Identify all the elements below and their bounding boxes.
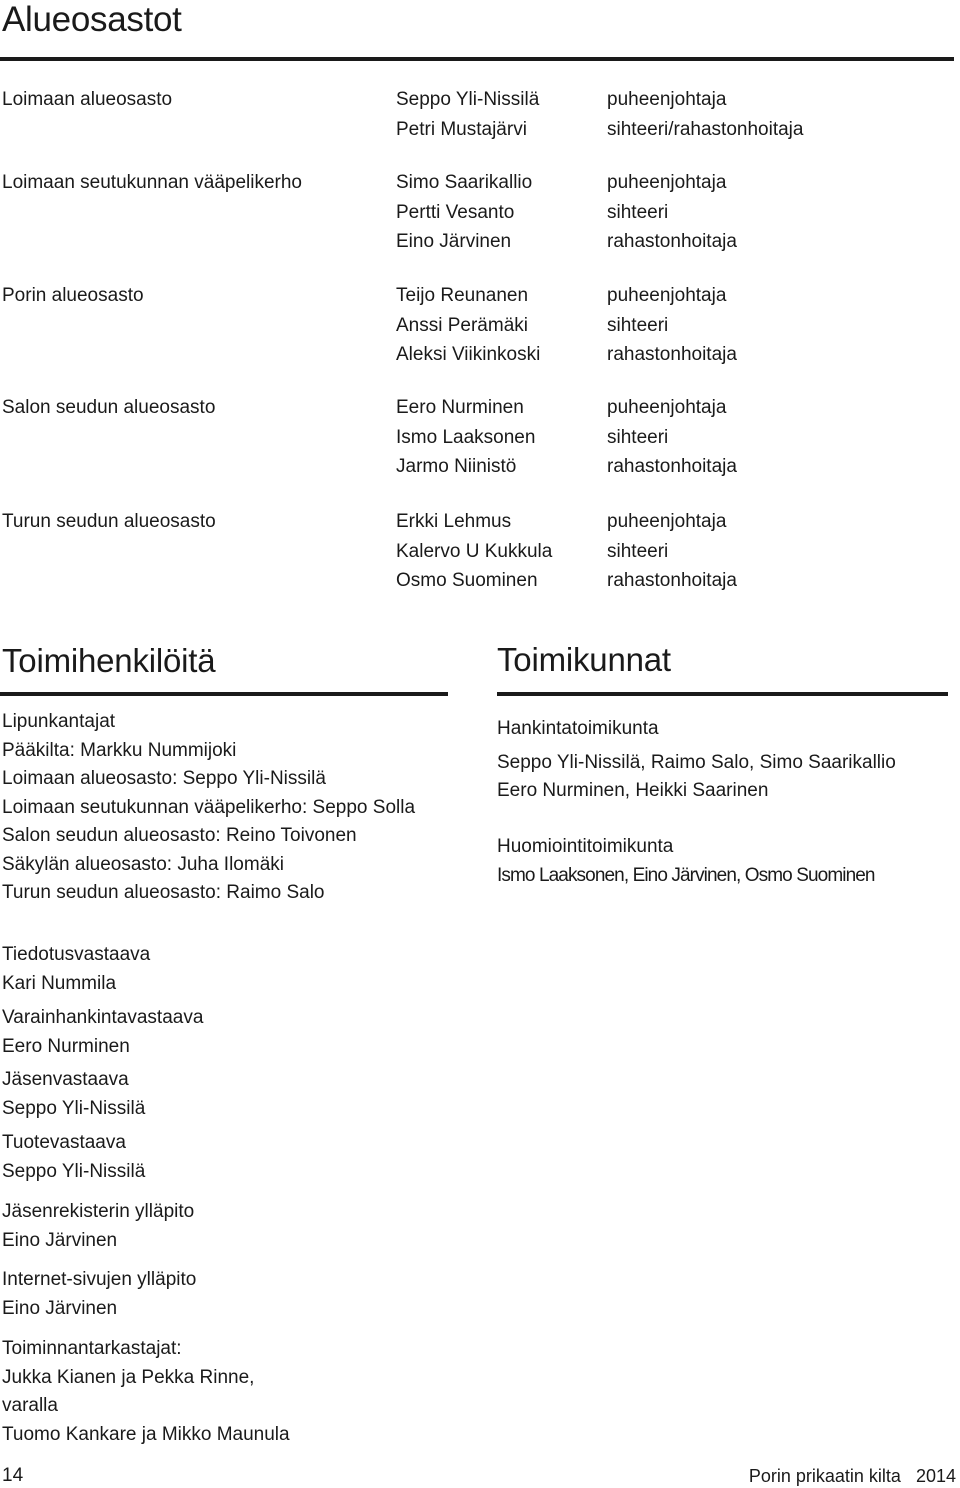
person-role: sihteeri	[607, 314, 669, 336]
page-title: Alueosastot	[2, 0, 182, 39]
role-title: Jäsenvastaava	[2, 1069, 129, 1090]
role-jasenvastaava	[2, 1066, 145, 1123]
person-role: puheenjohtaja	[607, 511, 727, 532]
person-name: Anssi Perämäki	[396, 314, 528, 336]
role-person: Kari Nummila	[2, 972, 117, 994]
publication-year: 2014	[915, 1466, 956, 1486]
person-role: sihteeri	[607, 540, 669, 562]
lipunkantaja-line: Turun seudun alueosasto: Raimo Salo	[2, 882, 325, 903]
title-divider	[0, 57, 954, 61]
lipunkantaja-line: Pääkilta: Markku Nummijoki	[2, 739, 237, 761]
role-jasenrekisteri	[2, 1198, 194, 1255]
committee-members: Ismo Laaksonen, Eino Järvinen, Osmo Suominen	[497, 864, 875, 886]
role-title: Toiminnantarkastajat:	[2, 1338, 182, 1359]
lipunkantaja-line: Säkylän alueosasto: Juha Ilomäki	[2, 853, 284, 875]
person-role: rahastonhoitaja	[607, 231, 737, 252]
person-role: rahastonhoitaja	[607, 456, 737, 477]
person-role: sihteeri/rahastonhoitaja	[607, 118, 804, 140]
role-tiedotusvastaava	[2, 941, 150, 998]
person-name: Seppo Yli-Nissilä	[396, 89, 540, 110]
person-name: Erkki Lehmus	[396, 511, 512, 532]
person-role: rahastonhoitaja	[607, 344, 737, 365]
person-role: sihteeri	[607, 426, 669, 448]
person-role: sihteeri	[607, 201, 669, 223]
role-person: Eino Järvinen	[2, 1297, 118, 1319]
person-role: rahastonhoitaja	[607, 570, 737, 591]
lipunkantaja-line: Loimaan alueosasto: Seppo Yli-Nissilä	[2, 768, 326, 789]
committee-name: Hankintatoimikunta	[497, 718, 659, 739]
person-name: Jarmo Niinistö	[396, 456, 517, 477]
role-title: Varainhankintavastaava	[2, 1007, 204, 1028]
committee-members: Eero Nurminen, Heikki Saarinen	[497, 780, 769, 801]
role-internet-sivut	[2, 1266, 196, 1323]
person-name: Teijo Reunanen	[396, 285, 529, 306]
lipunkantajat-block	[2, 708, 415, 908]
person-name: Pertti Vesanto	[396, 201, 515, 223]
person-role: puheenjohtaja	[607, 89, 727, 110]
person-role: puheenjohtaja	[607, 397, 727, 418]
unit-name: Loimaan seutukunnan vääpelikerho	[2, 172, 302, 193]
role-title: Internet-sivujen ylläpito	[2, 1269, 197, 1290]
toimikunnat-heading: Toimikunnat	[497, 641, 671, 678]
person-name: Petri Mustajärvi	[396, 118, 527, 140]
lipunkantajat-heading: Lipunkantajat	[2, 711, 116, 732]
person-role: puheenjohtaja	[607, 285, 727, 306]
committee-huomiointi	[497, 833, 875, 890]
person-name: Aleksi Viikinkoski	[396, 344, 541, 365]
person-name: Kalervo U Kukkula	[396, 540, 553, 562]
committee-members: Seppo Yli-Nissilä, Raimo Salo, Simo Saarikallio	[497, 751, 896, 773]
role-person: Seppo Yli-Nissilä	[2, 1160, 146, 1182]
role-person: Seppo Yli-Nissilä	[2, 1097, 146, 1119]
footer-publication	[749, 1464, 956, 1488]
unit-name: Porin alueosasto	[2, 285, 144, 306]
role-title: Tiedotusvastaava	[2, 944, 151, 965]
role-person: Eino Järvinen	[2, 1229, 118, 1251]
role-title: Tuotevastaava	[2, 1132, 126, 1153]
role-title: Jäsenrekisterin ylläpito	[2, 1201, 195, 1222]
unit-name: Loimaan alueosasto	[2, 89, 173, 110]
toimikunnat-divider	[497, 692, 948, 696]
role-person: Jukka Kianen ja Pekka Rinne,	[2, 1366, 255, 1388]
person-name: Eero Nurminen	[396, 397, 524, 418]
lipunkantaja-line: Salon seudun alueosasto: Reino Toivonen	[2, 825, 357, 846]
page-number: 14	[2, 1465, 24, 1486]
committee-hankinta	[497, 715, 896, 806]
toimihenkiloita-divider	[0, 692, 448, 696]
role-varainhankintavastaava	[2, 1004, 203, 1061]
person-role: puheenjohtaja	[607, 172, 727, 193]
role-person: varalla	[2, 1395, 58, 1416]
role-toiminnantarkastajat	[2, 1335, 290, 1449]
role-tuotevastaava	[2, 1129, 145, 1186]
person-name: Osmo Suominen	[396, 570, 538, 591]
role-person: Tuomo Kankare ja Mikko Maunula	[2, 1423, 290, 1445]
toimihenkiloita-heading: Toimihenkilöitä	[2, 642, 216, 679]
unit-name: Salon seudun alueosasto	[2, 397, 216, 418]
publication-name: Porin prikaatin kilta	[748, 1466, 901, 1486]
person-name: Ismo Laaksonen	[396, 426, 536, 448]
lipunkantaja-line: Loimaan seutukunnan vääpelikerho: Seppo Solla	[2, 796, 416, 818]
person-name: Simo Saarikallio	[396, 172, 533, 193]
committee-name: Huomiointitoimikunta	[497, 836, 674, 857]
person-name: Eino Järvinen	[396, 231, 512, 252]
unit-name: Turun seudun alueosasto	[2, 511, 216, 532]
role-person: Eero Nurminen	[2, 1035, 130, 1057]
